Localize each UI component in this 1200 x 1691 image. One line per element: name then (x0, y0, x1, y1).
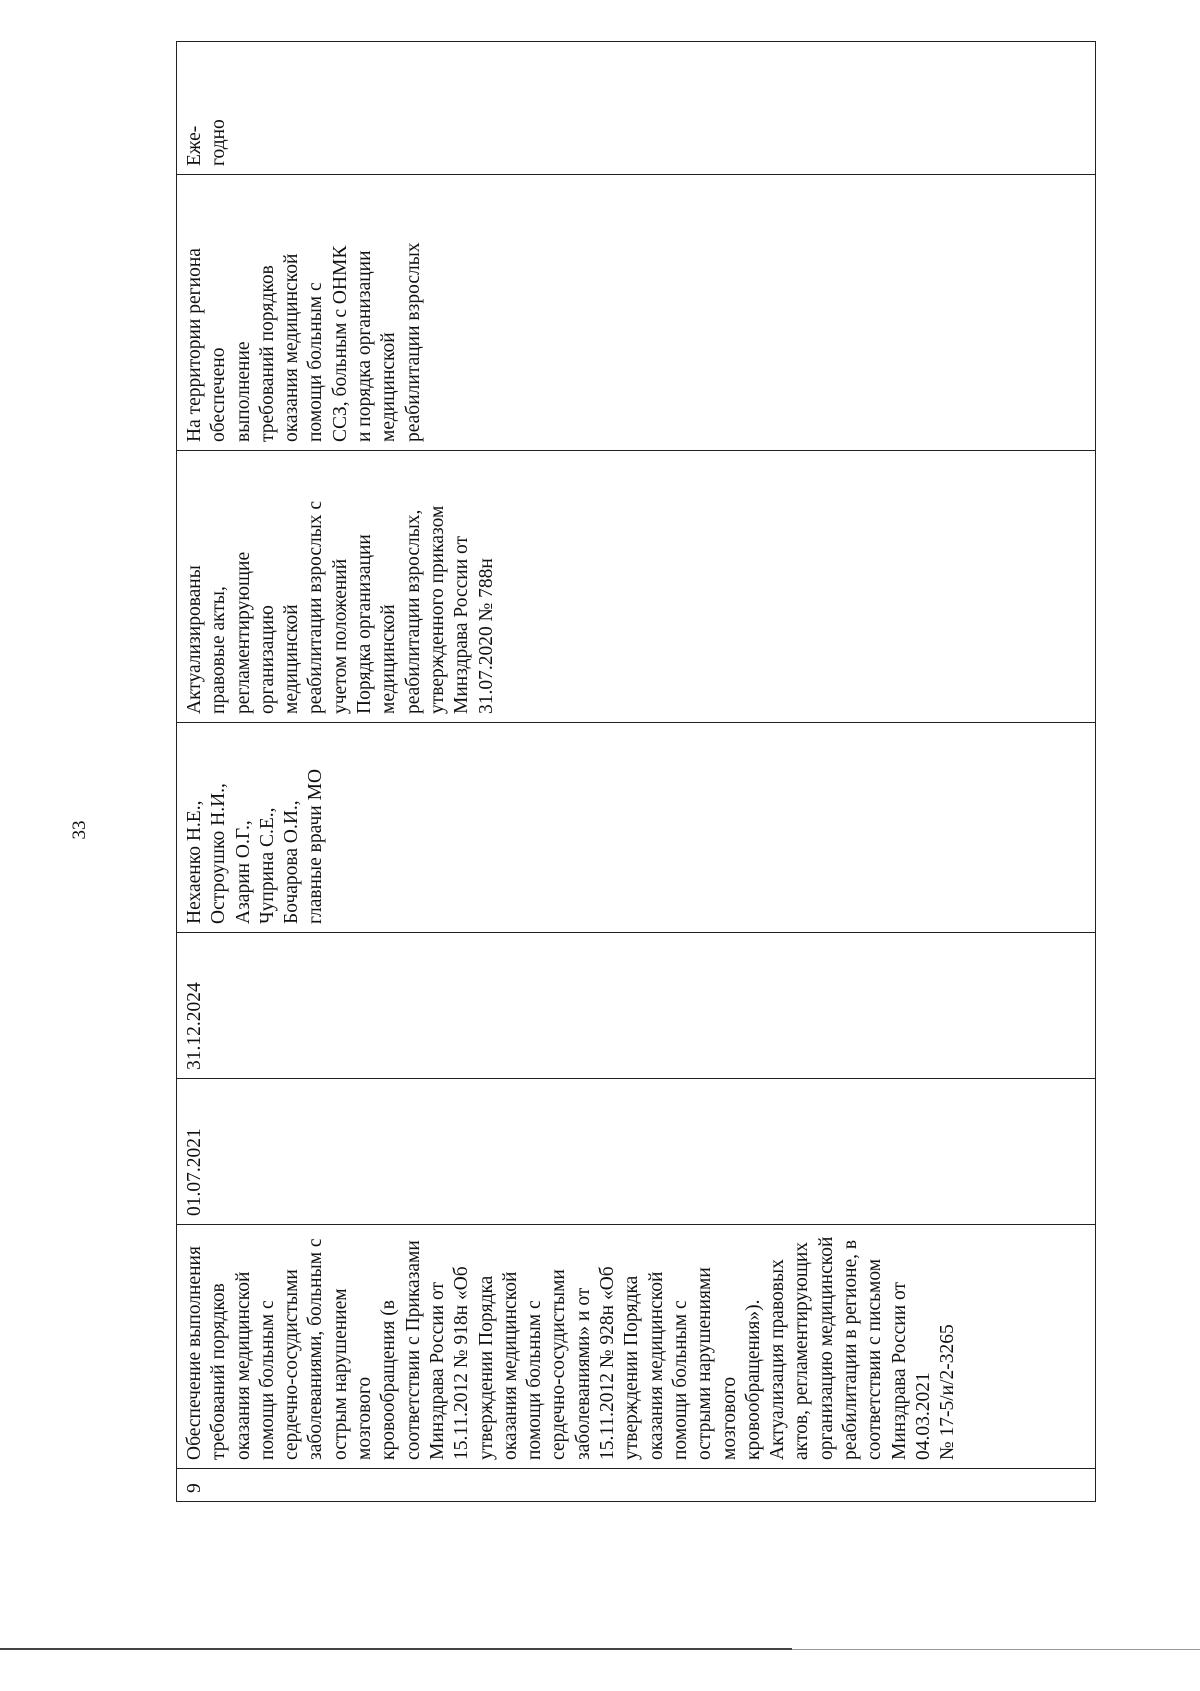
scan-bottom-edge-faint (792, 1649, 1200, 1650)
cell-measure: Обеспечение выполнения требований порядков оказания медицинской помощи больным с сердечно-сосудистыми заболеваниями, больным с острым нарушением мозгового кровообращения (в соответствии с Приказами Минздрава России от 15.11.2012 № 918н «Об утверждении Порядка оказания медицинской помощи больным с сердечно-сосудистыми заболеваниями» и от 15.11.2012 № 928н «Об утверждении Порядка оказания медицинской помощи больным с острыми нарушениями мозгового кровообращения»). Актуализация правовых актов, регламентирующих организацию медицинской реабилитации в регионе, в соответствии с письмом Минздрава России от 04.03.2021 № 17-5/и/2-3265 (177, 1225, 1096, 1469)
cell-result: Актуализированы правовые акты, регламентирующие организацию медицинской реабилитации взрослых с учетом положений Порядка организации медицинской реабилитации взрослых, утвержденного приказом Минздрава России от 31.07.2020 № 788н (177, 451, 1096, 723)
rotated-table-wrapper (176, 42, 1096, 1502)
cell-outcome: На территории региона обеспечено выполнение требований порядков оказания медицинской помощи больным с ССЗ, больным с ОНМК и порядка организации медицинской реабилитации взрослых (177, 175, 1096, 451)
page-number: 33 (69, 820, 90, 840)
activities-table (176, 41, 1096, 1502)
cell-frequency: Еже- годно (177, 42, 1096, 175)
cell-end-date: 31.12.2024 (177, 933, 1096, 1079)
cell-responsible: Нехаенко Н.Е., Остроушко Н.И., Азарин О.Г., Чуприна С.Е., Бочарова О.И., главные врачи МО (177, 723, 1096, 933)
scan-bottom-edge (0, 1648, 792, 1650)
table-row (177, 42, 1096, 1502)
cell-start-date: 01.07.2021 (177, 1079, 1096, 1225)
cell-row-number: 9 (177, 1469, 1096, 1502)
